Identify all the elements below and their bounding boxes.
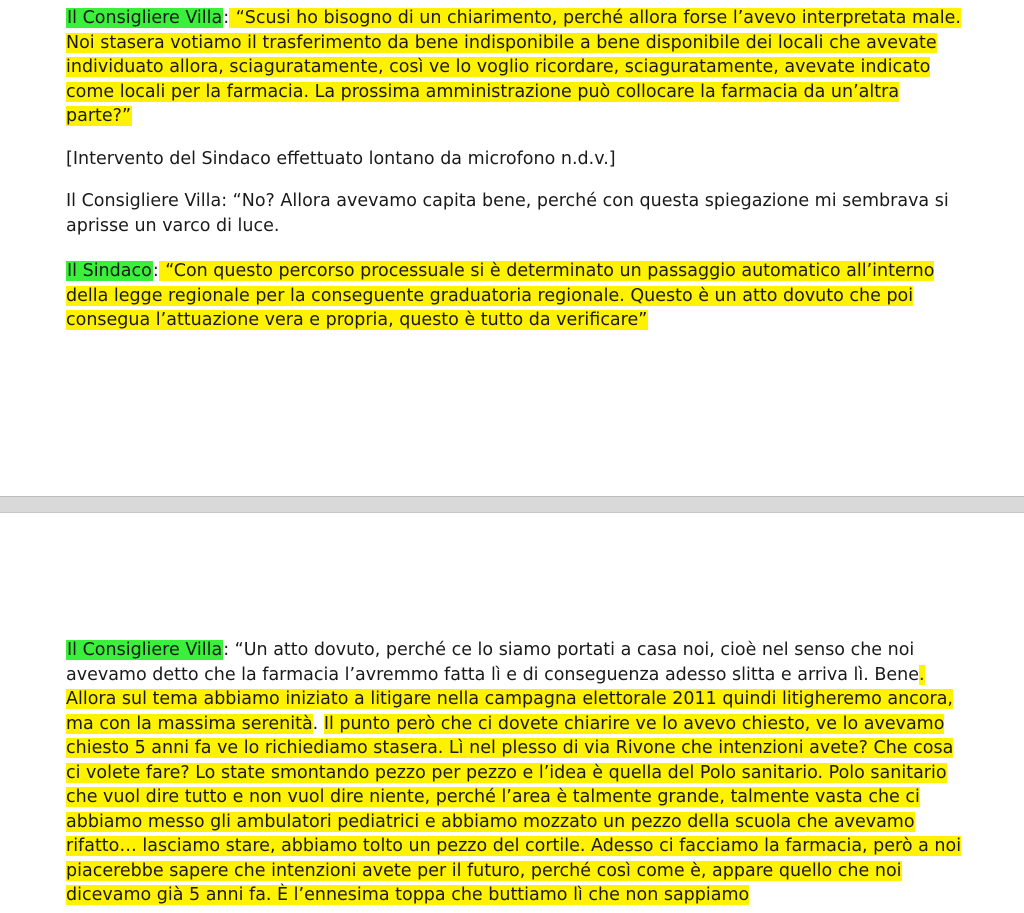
speaker-highlight: Il Sindaco bbox=[67, 261, 152, 281]
paragraph-text-highlight-2: Il punto però che ci dovete chiarire ve lo avevo chiesto, ve lo avevamo chiesto 5 anni fa ve lo richiediamo stasera. Lì nel plesso di via Rivone che intenzioni avete? Che cosa ci volete fare? Lo state smontando pezzo per pezzo e l’idea è quella del Polo sanitario. Polo sanitario che vuol dire tutto e non vuol dire niente, perché l’area è talmente grande, talmente vasta che ci abbiamo messo gli ambulatori pediatrici e abbiamo mozzato un pezzo della scuola che avevamo rifatto… lasciamo stare, abbiamo tolto un pezzo del cortile. Adesso ci facciamo la farmacia, però a noi piacerebbe sapere che intenzioni avete per il futuro, perché così come è, appare quello che noi dicevamo già 5 anni fa. È l’ennesima toppa che buttiamo lì che non sappiamo bbox=[66, 713, 962, 905]
paragraph-sindaco bbox=[66, 259, 966, 333]
paragraph-text-plain: : “Un atto dovuto, perché ce lo siamo portati a casa noi, cioè nel senso che noi avevamo detto che la farmacia l’avremmo fatta lì e di conseguenza adesso slitta e arriva lì. Bene bbox=[66, 640, 920, 685]
page-break bbox=[0, 496, 1024, 513]
paragraph-text-highlight-1: . Allora sul tema abbiamo iniziato a litigare nella campagna elettorale 2011 quindi litigheremo ancora, ma con la massima serenità bbox=[66, 664, 953, 734]
paragraph-villa-2 bbox=[66, 189, 966, 238]
paragraph-villa-1 bbox=[66, 6, 966, 129]
paragraph-text: “Scusi ho bisogno di un chiarimento, perché allora forse l’avevo interpretata male. Noi stasera votiamo il trasferimento da bene indisponibile a bene disponibile dei locali che avevate individuato allora, sciaguratamente, così ve lo voglio ricordare, sciaguratamente, avevate indicato come locali per la farmacia. La prossima amministrazione può collocare la farmacia da un’altra parte?” bbox=[66, 8, 961, 126]
speaker-highlight: Il Consigliere Villa bbox=[67, 640, 223, 660]
speaker-colon: : bbox=[223, 8, 230, 28]
paragraph-text: “Con questo percorso processuale si è determinato un passaggio automatico all’interno della legge regionale per la conseguente graduatoria regionale. Questo è un atto dovuto che poi consegua l’attuazione vera e propria, questo è tutto da verificare” bbox=[66, 261, 935, 330]
paragraph-text: Il Consigliere Villa: “No? Allora avevamo capita bene, perché con questa spiegazione mi sembrava si aprisse un varco di luce. bbox=[66, 191, 949, 236]
paragraph-text: [Intervento del Sindaco effettuato lontano da microfono n.d.v.] bbox=[66, 149, 616, 169]
speaker-highlight: Il Consigliere Villa bbox=[67, 8, 223, 28]
paragraph-text-separator: . bbox=[312, 713, 324, 734]
paragraph-villa-3 bbox=[66, 638, 966, 908]
speaker-colon: : bbox=[152, 261, 159, 281]
document-page-2 bbox=[0, 513, 1024, 913]
paragraph-intervention-note bbox=[66, 147, 966, 172]
